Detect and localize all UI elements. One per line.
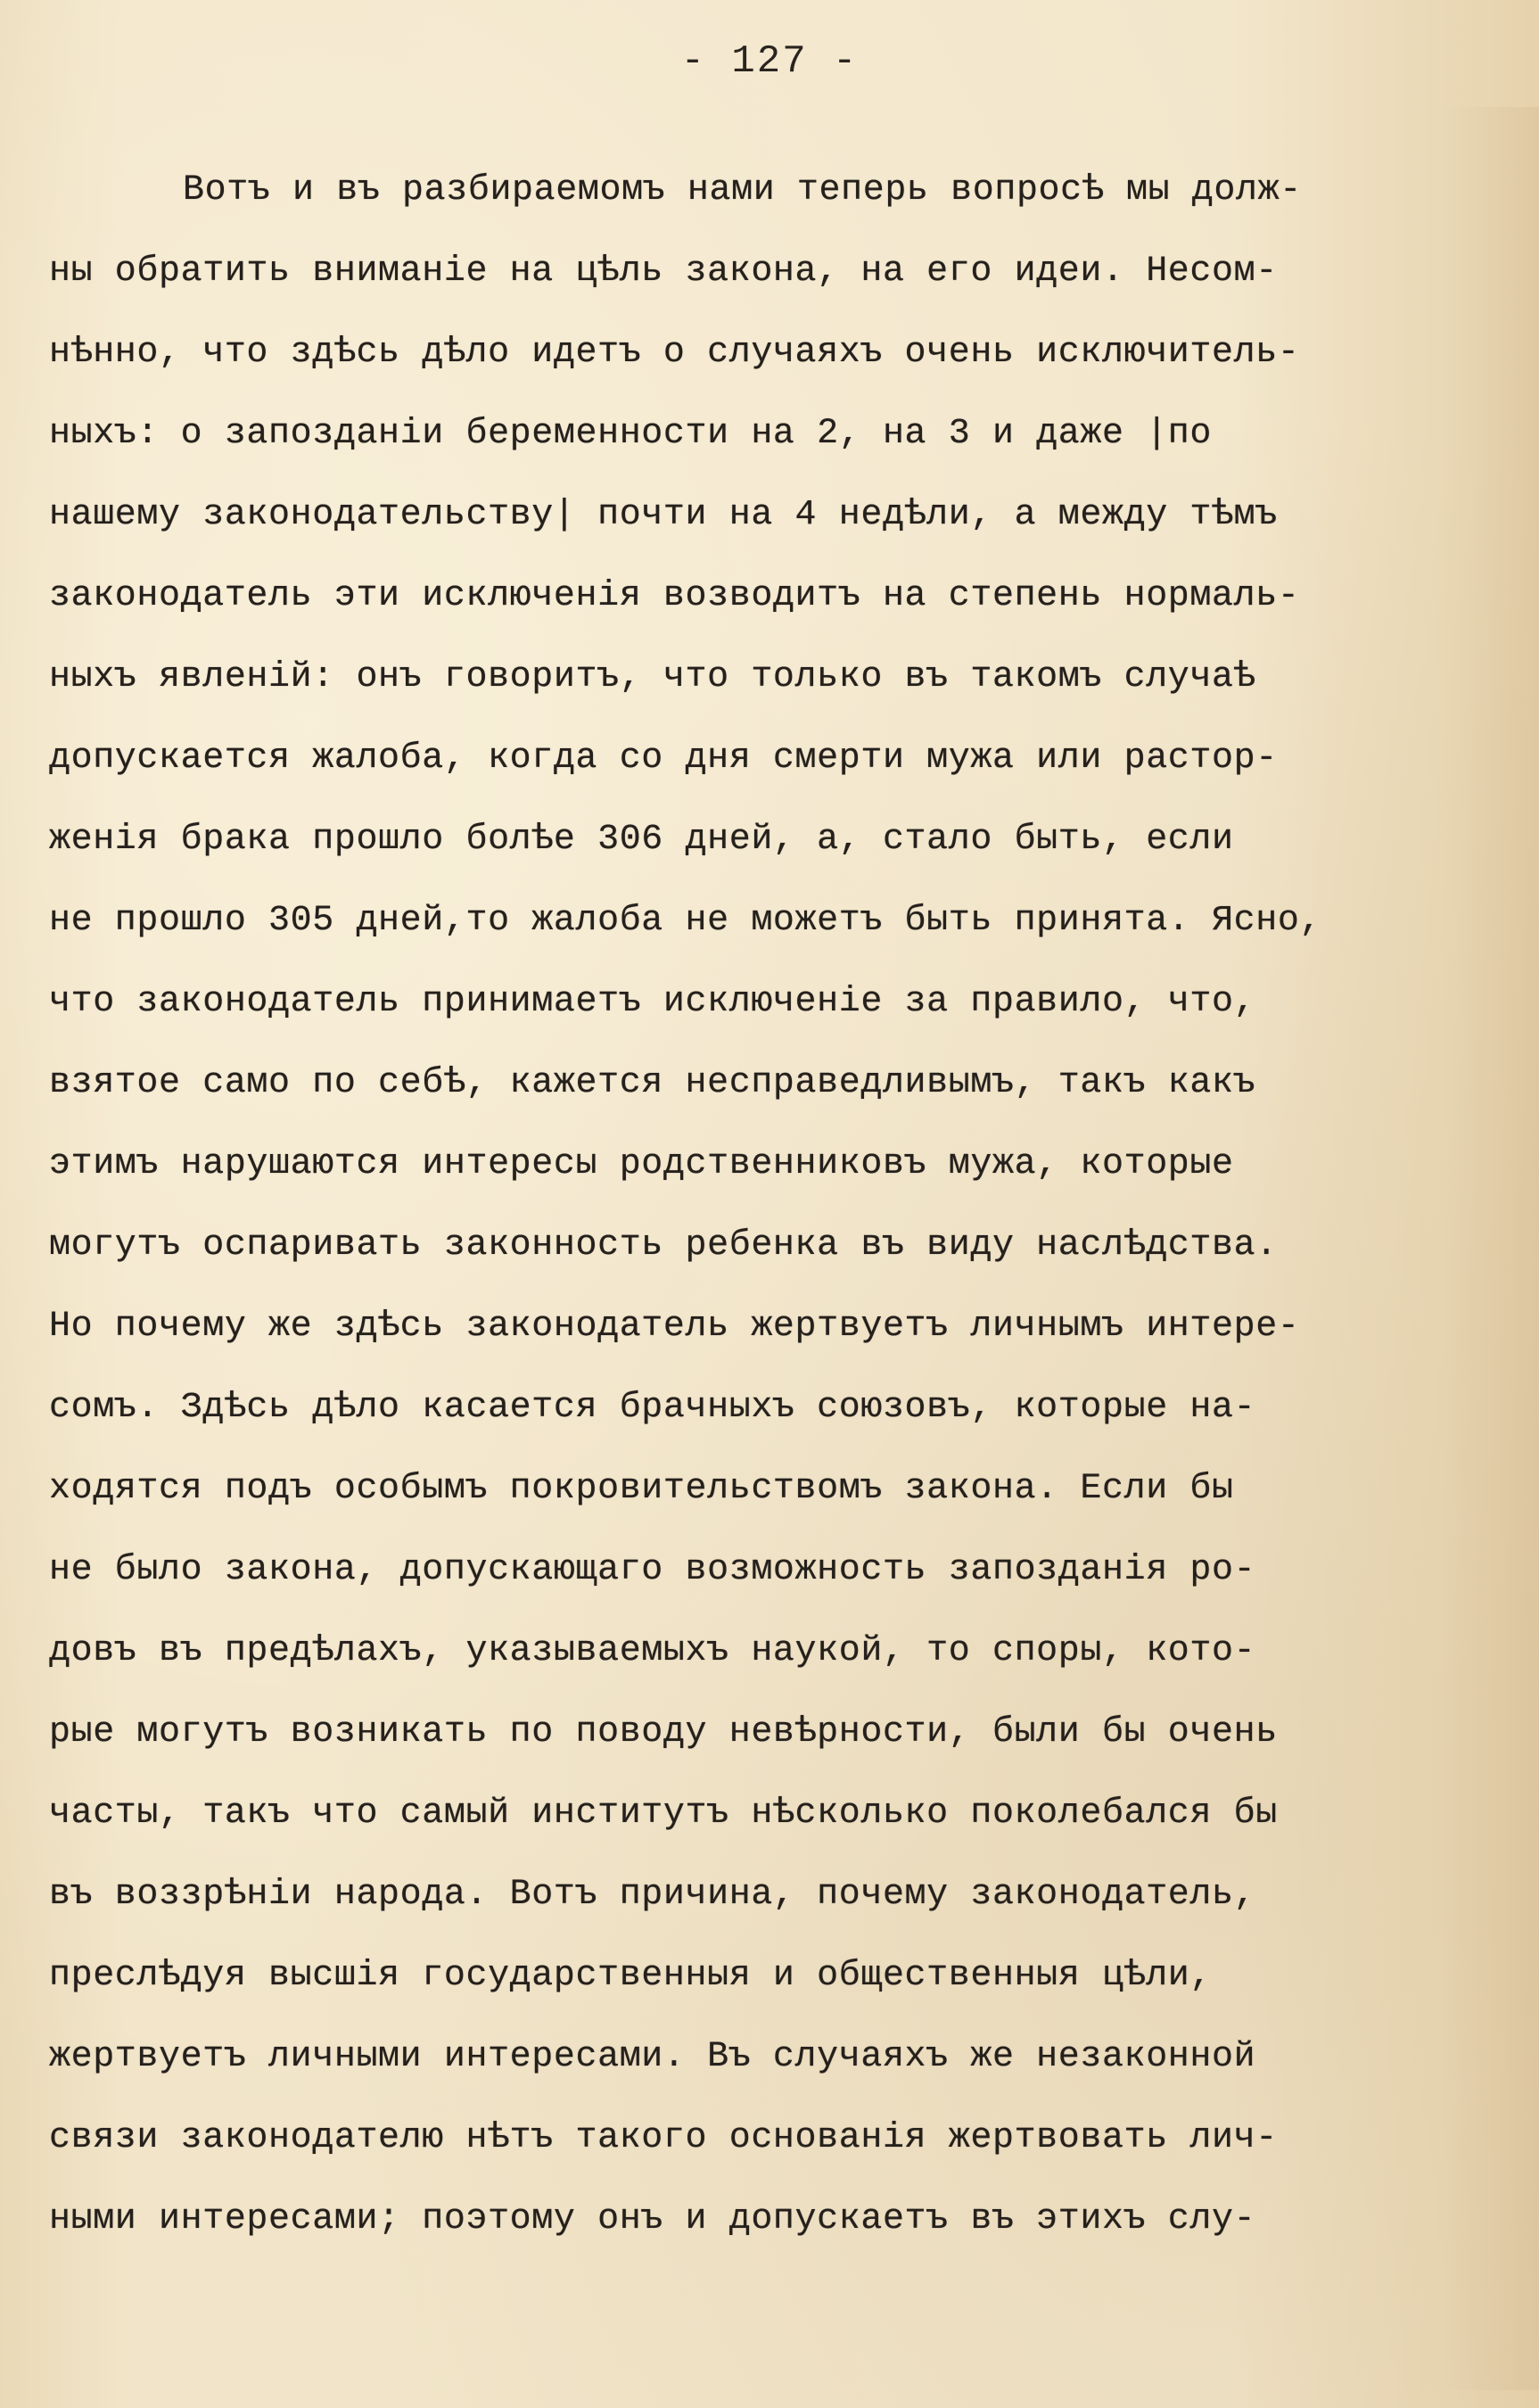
text-line: законодатель эти исключенія возводитъ на степень нормаль- bbox=[49, 576, 1300, 616]
text-line: довъ въ предѣлахъ, указываемыхъ наукой, то споры, кото- bbox=[49, 1631, 1256, 1671]
text-line: преслѣдуя высшія государственныя и общественныя цѣли, bbox=[49, 1956, 1213, 1996]
text-line: нѣнно, что здѣсь дѣло идетъ о случаяхъ очень исключитель- bbox=[49, 333, 1300, 373]
body-text bbox=[49, 150, 1494, 2260]
text-line: ходятся подъ особымъ покровительствомъ закона. Если бы bbox=[49, 1469, 1234, 1509]
text-line: взятое само по себѣ, кажется несправедливымъ, такъ какъ bbox=[49, 1063, 1256, 1103]
text-line: нашему законодательству| почти на 4 недѣли, а между тѣмъ bbox=[49, 495, 1278, 535]
text-line: допускается жалоба, когда со дня смерти мужа или растор- bbox=[49, 738, 1278, 779]
text-line: ными интересами; поэтому онъ и допускаетъ въ этихъ слу- bbox=[49, 2199, 1256, 2239]
text-line: рые могутъ возникать по поводу невѣрности, были бы очень bbox=[49, 1712, 1278, 1752]
text-line: связи законодателю нѣтъ такого основанія жертвовать лич- bbox=[49, 2118, 1278, 2158]
text-line: ныхъ явленій: онъ говоритъ, что только въ такомъ случаѣ bbox=[49, 657, 1256, 697]
text-line: часты, такъ что самый институтъ нѣсколько поколебался бы bbox=[49, 1794, 1278, 1834]
text-line: могутъ оспаривать законность ребенка въ виду наслѣдства. bbox=[49, 1225, 1278, 1266]
text-line: ны обратить вниманіе на цѣль закона, на его идеи. Несом- bbox=[49, 252, 1278, 292]
text-line: въ воззрѣніи народа. Вотъ причина, почему законодатель, bbox=[49, 1875, 1256, 1915]
text-line: жертвуетъ личными интересами. Въ случаяхъ же незаконной bbox=[49, 2037, 1256, 2077]
text-line: Но почему же здѣсь законодатель жертвуетъ личнымъ интере- bbox=[49, 1307, 1300, 1347]
text-line: сомъ. Здѣсь дѣло касается брачныхъ союзовъ, которые на- bbox=[49, 1388, 1256, 1428]
text-line: ныхъ: о запозданіи беременности на 2, на 3 и даже |по bbox=[49, 414, 1213, 454]
text-line: женія брака прошло болѣе 306 дней, а, стало быть, если bbox=[49, 820, 1234, 860]
text-line: Вотъ и въ разбираемомъ нами теперь вопросѣ мы долж- bbox=[183, 170, 1302, 210]
text-line: не прошло 305 дней,то жалоба не можетъ быть принята. Ясно, bbox=[49, 901, 1322, 941]
page-number: - 127 - bbox=[680, 39, 859, 84]
text-line: что законодатель принимаетъ исключеніе за правило, что, bbox=[49, 982, 1256, 1022]
text-line: не было закона, допускающаго возможность запозданія ро- bbox=[49, 1550, 1256, 1590]
text-line: этимъ нарушаются интересы родственниковъ мужа, которые bbox=[49, 1144, 1234, 1184]
